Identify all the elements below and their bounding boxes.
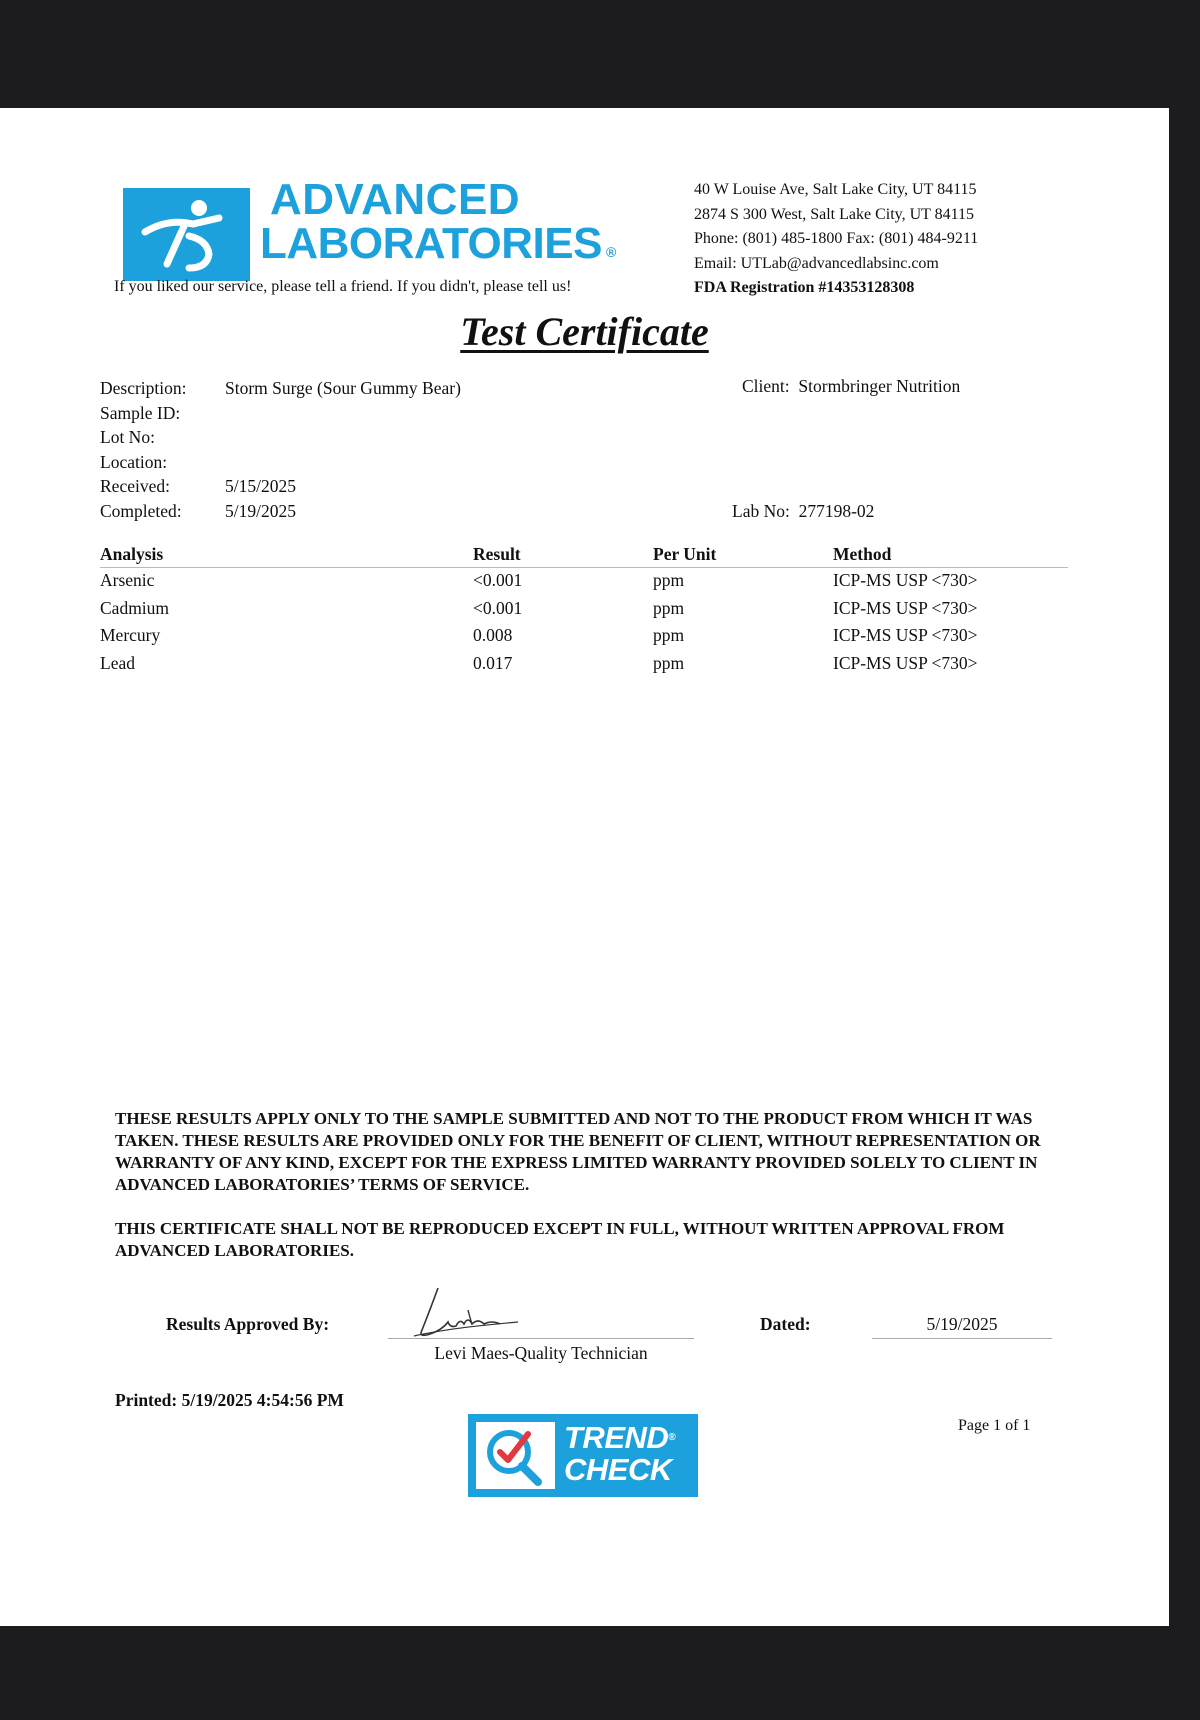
client-field [742,376,960,397]
lab-no-value: 277198-02 [798,501,875,521]
trend-check-logo [468,1414,698,1497]
cell-unit: ppm [653,570,685,590]
lab-address-block [694,178,978,301]
client-label: Client: [742,376,790,396]
cell-result: <0.001 [473,570,523,590]
header-per-unit: Per Unit [653,544,717,564]
field-label: Sample ID: [100,402,181,423]
field-label: Lot No: [100,427,155,447]
email-line: Email: UTLab@advancedlabsinc.com [694,254,939,272]
tagline: If you liked our service, please tell a friend. If you didn't, please tell us! [114,278,572,295]
results-table [100,544,1068,678]
header-method: Method [833,544,892,564]
table-row [100,568,1068,596]
cell-unit: ppm [653,597,685,618]
dated-label: Dated: [760,1314,811,1334]
cell-method: ICP-MS USP <730> [833,625,978,645]
dated-value: 5/19/2025 [926,1314,998,1334]
printed-timestamp: Printed: 5/19/2025 4:54:56 PM [115,1390,344,1410]
cell-result: <0.001 [473,597,523,618]
field-value-description: Storm Surge (Sour Gummy Bear) [225,378,461,398]
logo-line-laboratories: LABORATORIES [260,219,602,268]
field-label: Completed: [100,500,182,521]
cell-method: ICP-MS USP <730> [833,597,978,618]
cell-analysis: Arsenic [100,570,155,590]
table-row [100,623,1068,651]
cell-unit: ppm [653,652,685,673]
lab-no-label: Lab No: [732,501,790,521]
cell-analysis: Mercury [100,625,161,645]
results-approved-label: Results Approved By: [166,1314,330,1334]
table-row [100,651,1068,679]
phone-fax-line: Phone: (801) 485-1800 Fax: (801) 484-9211 [694,230,979,247]
address-line: 40 W Louise Ave, Salt Lake City, UT 84115 [694,181,977,198]
disclaimer [115,1108,1075,1284]
check-line: CHECK [564,1452,672,1487]
page-number: Page 1 of 1 [958,1417,1031,1434]
trend-registered-mark: ® [668,1432,676,1443]
trend-line: TREND [564,1420,669,1455]
client-value: Stormbringer Nutrition [798,376,961,396]
logo-line-advanced: ADVANCED [270,175,521,224]
table-header [100,544,1068,568]
field-value-received: 5/15/2025 [225,476,296,496]
disclaimer-paragraph: THESE RESULTS APPLY ONLY TO THE SAMPLE SUBMITTED AND NOT TO THE PRODUCT FROM WHICH IT WAS TAKEN. THESE RESULTS ARE PROVIDED ONLY FOR THE BENEFIT OF CLIENT, WITHOUT REPRESENTATION OR WARRANTY OF ANY KIND, EXCEPT FOR THE EXPRESS LIMITED WARRANTY PROVIDED SOLELY TO CLIENT IN ADVANCED LABORATORIES’ TERMS OF SERVICE. [115,1109,1041,1194]
fda-registration: FDA Registration #14353128308 [694,279,915,296]
signer-name: Levi Maes-Quality Technician [434,1343,648,1363]
cell-analysis: Lead [100,652,135,673]
cell-method: ICP-MS USP <730> [833,652,978,673]
signature-icon [408,1284,528,1342]
disclaimer-paragraph: THIS CERTIFICATE SHALL NOT BE REPRODUCED EXCEPT IN FULL, WITHOUT WRITTEN APPROVAL FROM ADVANCED LABORATORIES. [115,1219,1005,1260]
table-row [100,596,1068,624]
lab-no-field [732,501,874,522]
runner-logo-icon [123,188,250,281]
cell-analysis: Cadmium [100,597,170,618]
header-result: Result [473,544,521,564]
cell-result: 0.017 [473,652,513,673]
cell-method: ICP-MS USP <730> [833,570,978,590]
field-label: Received: [100,476,170,496]
certificate-page [0,108,1169,1626]
certificate-title: Test Certificate [460,309,709,354]
signature-line [388,1338,694,1339]
field-label: Location: [100,451,168,472]
magnifier-check-icon [476,1422,555,1489]
header-analysis: Analysis [100,544,164,564]
cell-result: 0.008 [473,625,513,645]
logo-registered-mark: ® [605,244,616,260]
field-value-completed: 5/19/2025 [225,500,296,521]
address-line: 2874 S 300 West, Salt Lake City, UT 84115 [694,205,975,223]
dated-line [872,1338,1052,1339]
field-label: Description: [100,378,187,398]
cell-unit: ppm [653,625,685,645]
